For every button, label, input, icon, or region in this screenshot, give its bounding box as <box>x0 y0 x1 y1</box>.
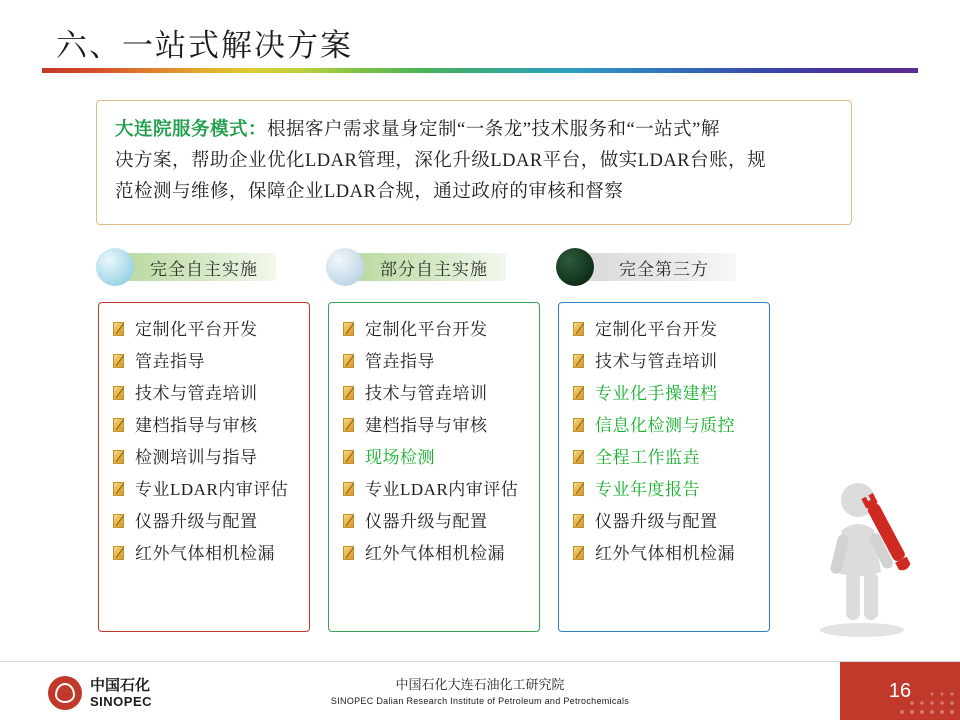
column-header-label-2: 部分自主实施 <box>352 253 506 281</box>
list-item <box>573 543 759 564</box>
pencil-icon <box>343 514 357 529</box>
list-item <box>573 319 759 340</box>
list-item-label: 红外气体相机检漏 <box>595 544 735 563</box>
page-number-badge <box>840 662 960 720</box>
list-item-label: 信息化检测与质控 <box>595 416 735 435</box>
list-item-label: 建档指导与审核 <box>135 416 258 435</box>
title-rainbow-divider <box>42 68 918 73</box>
sphere-pale-blue-icon <box>326 248 364 286</box>
list-item <box>113 351 299 372</box>
service-list-box-1 <box>98 302 310 632</box>
list-item-label: 技术与管垚培训 <box>595 352 718 371</box>
sphere-light-blue-icon <box>96 248 134 286</box>
list-item <box>113 319 299 340</box>
pencil-icon <box>113 546 127 561</box>
pencil-icon <box>573 354 587 369</box>
pencil-icon <box>343 482 357 497</box>
list-item <box>343 543 529 564</box>
list-item <box>573 479 759 500</box>
sinopec-brand-en: SINOPEC <box>90 694 153 709</box>
list-item-label: 仪器升级与配置 <box>365 512 488 531</box>
column-header-3 <box>556 248 736 286</box>
list-item <box>573 511 759 532</box>
pencil-icon <box>343 418 357 433</box>
intro-box <box>96 100 852 225</box>
pencil-icon <box>113 322 127 337</box>
list-item-label: 专业LDAR内审评估 <box>365 480 519 499</box>
list-item <box>343 383 529 404</box>
pencil-icon <box>343 450 357 465</box>
list-item <box>343 479 529 500</box>
service-list-box-2 <box>328 302 540 632</box>
list-item <box>113 543 299 564</box>
pencil-icon <box>113 514 127 529</box>
intro-line-2: 决方案，帮助企业优化LDAR管理，深化升级LDAR平台，做实LDAR台账，规 <box>115 151 767 171</box>
footer-org <box>331 676 629 708</box>
pencil-icon <box>573 418 587 433</box>
sinopec-logo <box>48 676 152 710</box>
list-item <box>113 511 299 532</box>
pencil-icon <box>573 482 587 497</box>
list-item <box>113 415 299 436</box>
pencil-icon <box>573 386 587 401</box>
list-item <box>573 447 759 468</box>
list-item <box>573 415 759 436</box>
list-item-label: 建档指导与审核 <box>365 416 488 435</box>
column-header-2 <box>326 248 506 286</box>
list-item-label: 技术与管垚培训 <box>135 384 258 403</box>
list-item-label: 仪器升级与配置 <box>135 512 258 531</box>
pencil-icon <box>573 546 587 561</box>
pencil-icon <box>573 450 587 465</box>
sinopec-brand-cn: 中国石化 <box>90 677 151 694</box>
mascot-with-wrench-icon <box>800 478 930 638</box>
column-header-label-3: 完全第三方 <box>582 253 736 281</box>
list-item-label: 仪器升级与配置 <box>595 512 718 531</box>
list-item <box>113 383 299 404</box>
list-item-label: 专业LDAR内审评估 <box>135 480 289 499</box>
pencil-icon <box>113 450 127 465</box>
sphere-dark-green-icon <box>556 248 594 286</box>
list-item <box>343 415 529 436</box>
list-item-label: 定制化平台开发 <box>135 320 258 339</box>
pencil-icon <box>343 386 357 401</box>
list-item-label: 定制化平台开发 <box>365 320 488 339</box>
list-item-label: 管垚指导 <box>135 352 205 371</box>
pencil-icon <box>343 322 357 337</box>
list-item <box>113 447 299 468</box>
pencil-icon <box>573 322 587 337</box>
list-item <box>113 479 299 500</box>
pencil-icon <box>113 354 127 369</box>
list-item <box>343 319 529 340</box>
pencil-icon <box>343 354 357 369</box>
pencil-icon <box>113 482 127 497</box>
service-list-box-3 <box>558 302 770 632</box>
page-title: 六、一站式解决方案 <box>56 28 353 63</box>
intro-line-1 <box>115 115 833 146</box>
list-item-label: 技术与管垚培训 <box>365 384 488 403</box>
footer-org-en: SINOPEC Dalian Research Institute of Petroleum and Petrochemicals <box>330 696 630 706</box>
column-header-1 <box>96 248 276 286</box>
list-item-label: 全程工作监垚 <box>595 448 700 467</box>
pencil-icon <box>113 418 127 433</box>
column-header-label-1: 完全自主实施 <box>122 253 276 281</box>
list-item <box>343 447 529 468</box>
list-item <box>343 351 529 372</box>
list-item-label: 检测培训与指导 <box>135 448 258 467</box>
list-item-label: 红外气体相机检漏 <box>365 544 505 563</box>
intro-line-3: 范检测与维修，保障企业LDAR合规，通过政府的审核和督察 <box>115 182 624 202</box>
list-item-label: 红外气体相机检漏 <box>135 544 275 563</box>
list-item-label: 专业化手操建档 <box>595 384 718 403</box>
list-item <box>573 383 759 404</box>
list-item-label: 管垚指导 <box>365 352 435 371</box>
pencil-icon <box>573 514 587 529</box>
sinopec-mark-icon <box>48 676 82 710</box>
page-number: 16 <box>888 679 912 702</box>
pencil-icon <box>343 546 357 561</box>
list-item-label: 现场检测 <box>365 448 435 467</box>
list-item-label: 专业年度报告 <box>595 480 700 499</box>
footer-org-cn: 中国石化大连石油化工研究院 <box>395 677 565 692</box>
list-item-label: 定制化平台开发 <box>595 320 718 339</box>
intro-label: 大连院服务模式： <box>115 120 268 140</box>
pencil-icon <box>113 386 127 401</box>
dot-pattern-icon <box>896 684 956 718</box>
list-item <box>573 351 759 372</box>
footer <box>0 661 960 720</box>
list-item <box>343 511 529 532</box>
intro-text-1: 根据客户需求量身定制“一条龙”技术服务和“一站式”解 <box>267 120 720 140</box>
